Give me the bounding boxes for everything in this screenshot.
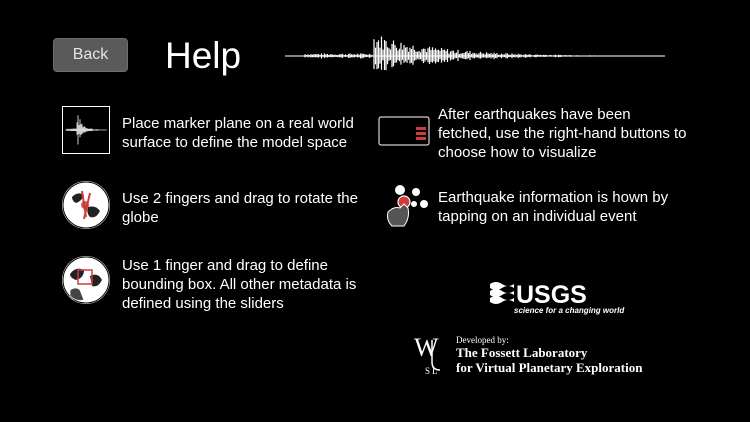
help-item-visualize (378, 105, 687, 162)
help-text-line: tapping on an individual event (438, 208, 637, 225)
help-item-tap-event (382, 182, 668, 230)
seismogram-icon (285, 30, 665, 82)
help-text-line: fetched, use the right-hand buttons to (438, 125, 687, 142)
lab-name-line2: for Virtual Planetary Exploration (456, 360, 643, 375)
usgs-wordmark: USGS (516, 281, 587, 308)
help-text-line: globe (122, 209, 159, 226)
help-text-line: bounding box. All other metadata is (122, 276, 357, 293)
svg-text:S: S (425, 366, 431, 376)
help-item-marker-plane (62, 106, 354, 154)
help-text-line: defined using the sliders (122, 295, 284, 312)
help-text-line: choose how to visualize (438, 144, 597, 161)
help-text-line: surface to define the model space (122, 134, 348, 151)
bounding-box-globe-icon (62, 256, 110, 304)
svg-text:W: W (414, 334, 439, 362)
back-button[interactable]: Back (53, 38, 128, 72)
lab-name-line1: The Fossett Laboratory (456, 345, 588, 360)
rotate-globe-icon (62, 181, 110, 229)
seismogram-icon (62, 106, 110, 154)
help-text-line: Place marker plane on a real world (122, 115, 354, 132)
help-text-line: After earthquakes have been (438, 106, 631, 123)
wu-logo-icon (412, 334, 454, 376)
panel-buttons-icon (378, 105, 430, 157)
help-text-line: Use 2 fingers and drag to rotate the (122, 190, 358, 207)
developed-by-label: Developed by: (456, 335, 509, 345)
help-item-rotate (62, 181, 358, 229)
help-text-line: Earthquake information is hown by (438, 189, 669, 206)
help-text-line: Use 1 finger and drag to define (122, 257, 328, 274)
page-title: Help (165, 35, 242, 76)
usgs-logo (490, 280, 590, 308)
usgs-tagline: science for a changing world (514, 306, 625, 315)
svg-text:L: L (432, 366, 438, 376)
help-item-bounding-box (62, 256, 356, 313)
tap-event-icon (382, 182, 430, 230)
